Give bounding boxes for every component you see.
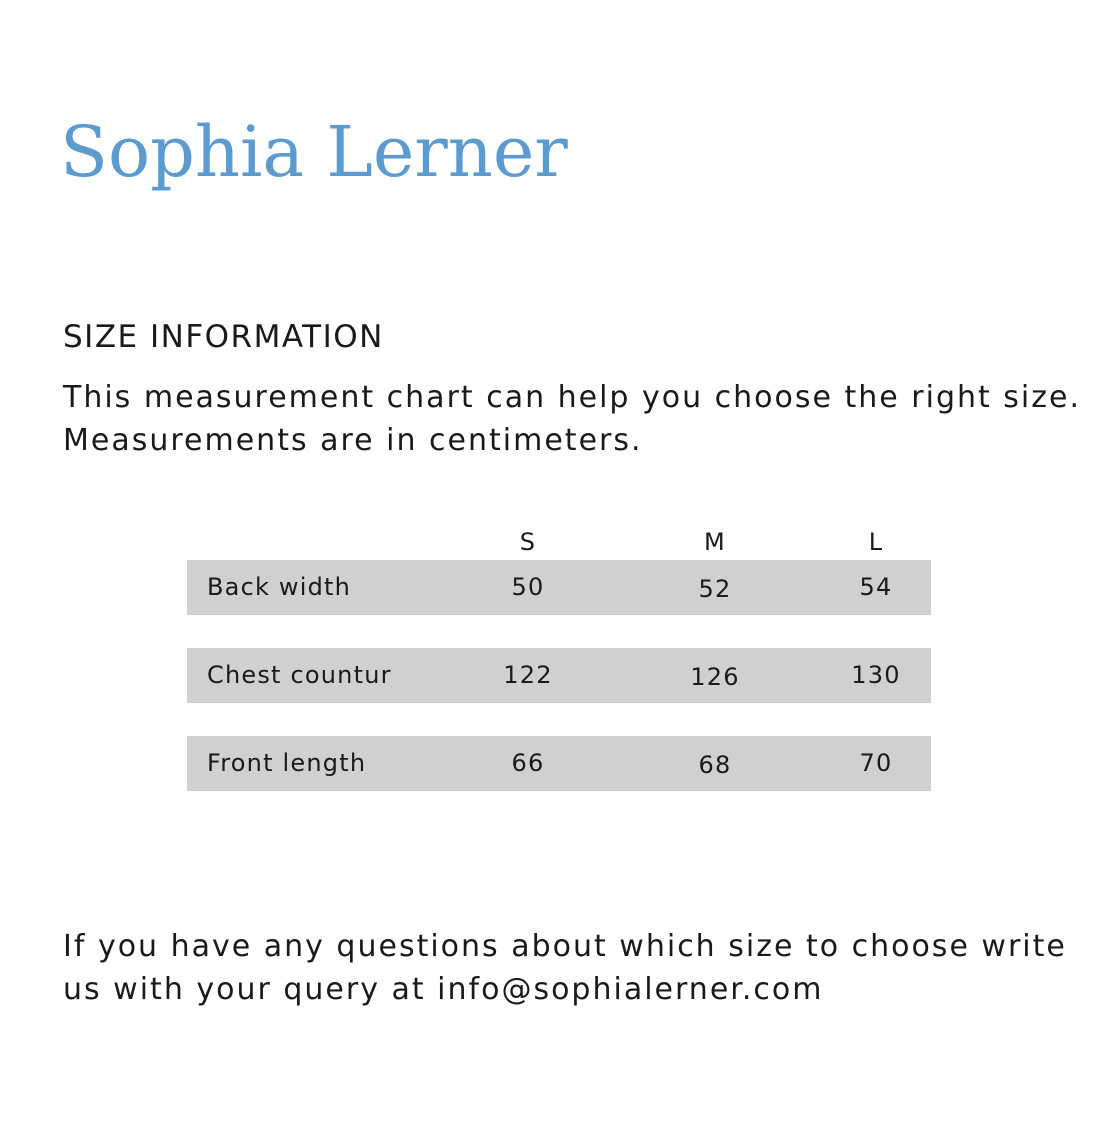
table-row-chest-contour: Chest countur 122 126 130 — [187, 648, 931, 703]
contact-note — [63, 925, 1067, 1011]
size-chart-header: S M L — [519, 528, 884, 556]
intro-line-2: Measurements are in centimeters. — [63, 423, 643, 458]
intro-text — [63, 376, 1082, 462]
brand-logo: Sophia Lerner — [60, 111, 568, 193]
size-chart-table — [187, 524, 931, 824]
contact-line-2: us with your query at info@sophialerner.com — [63, 972, 824, 1007]
contact-line-1: If you have any questions about which size to choose write — [63, 929, 1067, 964]
table-row-back-width: Back width 50 52 54 — [187, 560, 931, 615]
intro-line-1: This measurement chart can help you choose the right size. — [63, 380, 1082, 415]
section-title: SIZE INFORMATION — [63, 319, 384, 355]
row-label: Front length — [207, 749, 367, 777]
row-label: Chest countur — [207, 661, 392, 689]
row-label: Back width — [207, 573, 352, 601]
table-row-front-length: Front length 66 68 70 — [187, 736, 931, 791]
